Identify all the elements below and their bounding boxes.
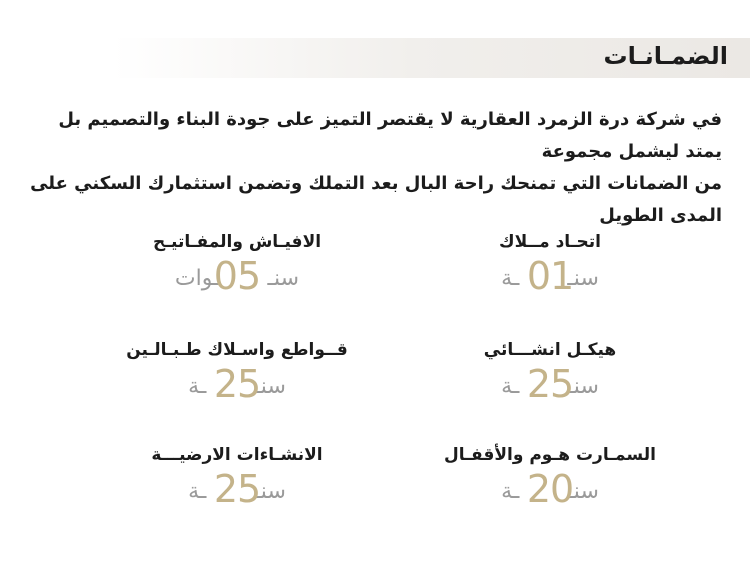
page-title: الضمـانـات [603, 42, 728, 70]
warranty-years-number: 20 [526, 467, 574, 511]
unit-left: ـة [501, 374, 520, 399]
intro-paragraph [22, 104, 722, 232]
unit-right: سنـ [567, 266, 599, 291]
unit-right: سنـ [567, 374, 599, 399]
unit-right: سنـ [254, 374, 286, 399]
unit-right: سنـ [567, 479, 599, 504]
intro-line-1: في شركة درة الزمرد العقارية لا يقتصر التميز على جودة البناء والتصميم بل يمتد ليشمل مجموعة [58, 109, 722, 162]
warranty-years-number: 25 [526, 362, 574, 406]
warranty-title: اتحـاد مــلاك [499, 232, 601, 252]
warranty-years-number: 25 [213, 467, 261, 511]
unit-left: ـة [501, 479, 520, 504]
warranty-item-switches-keys [122, 232, 352, 300]
warranty-title: الانشـاءات الارضيـــة [151, 445, 323, 465]
warranty-years-number: 25 [213, 362, 261, 406]
warranty-duration [188, 469, 286, 513]
unit-left: ـة [188, 374, 207, 399]
intro-line-2: من الضمانات التي تمنحك راحة البال بعد التملك وتضمن استثمارك السكني على المدى الطويل [30, 173, 722, 226]
warranty-title: هيكـل انشـــائي [483, 340, 617, 360]
warranty-duration [501, 469, 599, 513]
warranty-years-number: 05 [213, 254, 261, 298]
unit-right: سنـ [254, 479, 286, 504]
warranty-item-owners-union [435, 232, 665, 300]
unit-right: سنـ [267, 266, 300, 291]
warranty-title: قــواطع واسـلاك طـبـالـين [126, 340, 348, 360]
warranty-title: السمـارت هـوم والأقفـال [444, 445, 656, 465]
warranty-item-ground-works [122, 445, 352, 513]
warranty-duration [501, 364, 599, 408]
unit-left: ـوات [174, 266, 220, 291]
warranty-duration [188, 364, 286, 408]
unit-left: ـة [188, 479, 207, 504]
warranty-years-number: 01 [526, 254, 574, 298]
unit-left: ـة [501, 266, 520, 291]
warranty-title: الافيـاش والمفـاتيـح [152, 232, 322, 252]
warranty-duration [175, 256, 299, 300]
warranty-item-smart-home [435, 445, 665, 513]
warranty-item-structure [435, 340, 665, 408]
warranty-duration [501, 256, 599, 300]
warranty-item-wiring [122, 340, 352, 408]
